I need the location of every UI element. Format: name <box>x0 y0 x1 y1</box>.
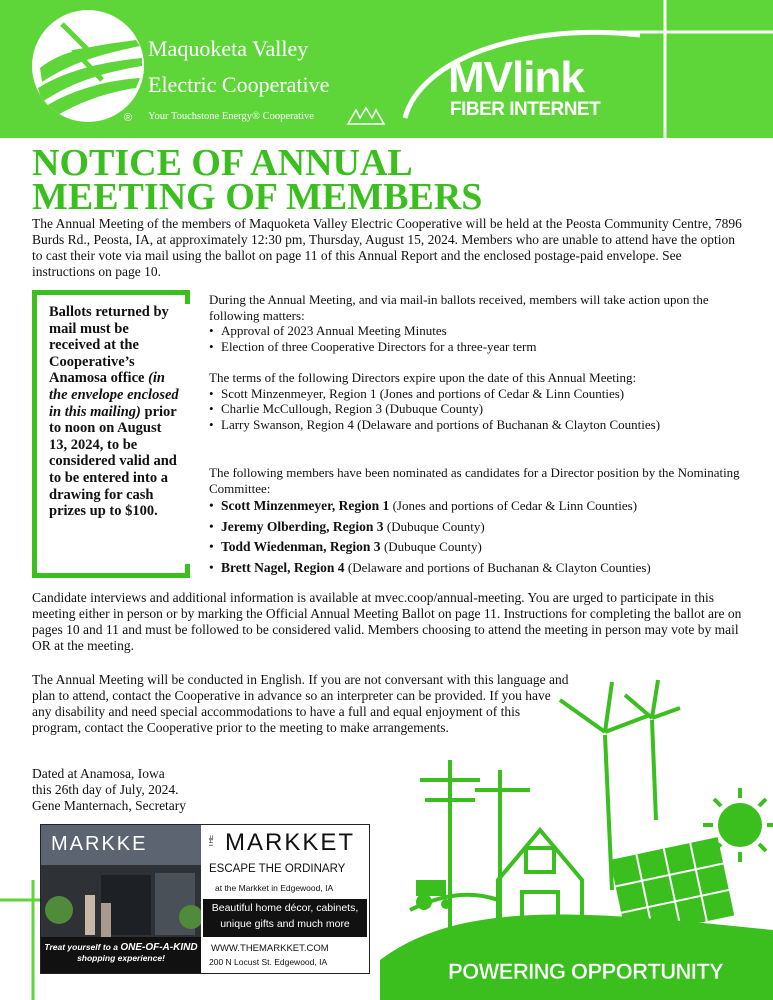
registered-mark: ® <box>124 112 133 124</box>
nominees-intro: The following members have been nominated as candidates for a Director position by the Nominating Committee: <box>209 465 740 496</box>
cooperative-logo <box>32 10 144 122</box>
candidate-info-paragraph: Candidate interviews and additional information is available at mvec.coop/annual-meeting. You are urged to participate in this meeting either in person or by marking the Official Annual Meeting Ballot on page 11. Instructions for completing the ballot are on pages 10 and 11 and must be followed to be considered valid. Members choosing to attend the meeting in person may vote by mail OR at the meeting. <box>32 590 742 653</box>
nominee-item <box>209 496 749 517</box>
ballot-deadline-callout <box>49 304 183 520</box>
callout-text-before: Ballots returned by mail must be received at the Cooperative’s Anamosa office <box>49 304 169 387</box>
expiring-list <box>209 386 749 433</box>
expiring-terms-section <box>209 370 749 432</box>
expiring-item: • Scott Minzenmeyer, Region 1 (Jones and portions of Cedar & Linn Counties) <box>209 386 749 402</box>
mvlink-logo-text: MVlink <box>448 53 584 102</box>
cta-after: shopping experience! <box>77 953 165 963</box>
callout-text-after: prior to noon on August 13, 2024, to be considered valid and to be entered into a drawing for cash prizes up to $100. <box>49 403 177 520</box>
nominee-area: (Delaware and portions of Buchanan & Clayton Counties) <box>347 559 651 575</box>
ad-brand-prefix: THE <box>209 835 215 847</box>
expiring-intro: The terms of the following Directors expire upon the date of this Annual Meeting: <box>209 370 637 385</box>
intro-paragraph: The Annual Meeting of the members of Maquoketa Valley Electric Cooperative will be held at the Peosta Community Centre, 7896 Burds Rd., Peosta, IA, at approximately 12:30 pm, Thursday, August 15, 2024. Members who are unable to attend have the option to cast their vote via mail using the ballot on page 11 of this Annual Report and the enclosed postage-paid envelope. See instructions on page 10. <box>32 216 742 279</box>
footer-slogan: POWERING OPPORTUNITY <box>448 959 724 984</box>
dated-line2: this 26th day of July, 2024. <box>32 782 179 797</box>
ad-details <box>201 825 369 973</box>
page-title <box>32 142 483 218</box>
nominee-area: (Jones and portions of Cedar & Linn Counties) <box>392 498 638 513</box>
expiring-item: • Charlie McCullough, Region 3 (Dubuque County) <box>209 401 749 417</box>
matters-list <box>209 323 749 354</box>
store-sign: MARKKE <box>51 833 148 855</box>
nominees-list <box>209 496 749 578</box>
nominee-name: Brett Nagel, Region 4 <box>221 559 345 575</box>
ad-website: WWW.THEMARKKET.COM <box>211 943 329 954</box>
matters-item: • Approval of 2023 Annual Meeting Minutes <box>209 323 749 339</box>
nominee-item <box>209 537 749 558</box>
title-line2: MEETING OF MEMBERS <box>32 176 483 218</box>
matters-item: • Election of three Cooperative Directors for a three-year term <box>209 339 749 355</box>
mvlink-subtitle: FIBER INTERNET <box>450 99 601 120</box>
ad-description-line2: unique gifts and much more <box>220 918 350 930</box>
matters-intro: During the Annual Meeting, and via mail-in ballots received, members will take action upon the following matters: <box>209 292 709 323</box>
cooperative-name-line2: Electric Cooperative <box>148 72 330 97</box>
nominee-item <box>209 517 749 538</box>
nominee-area: (Dubuque County) <box>386 518 485 534</box>
callout-text-italic: (in the envelope enclosed in this mailing) <box>49 370 179 420</box>
nominee-name: Todd Wiedenman, Region 3 <box>221 539 381 554</box>
nominees-section <box>209 465 749 578</box>
cooperative-name-line1: Maquoketa Valley <box>148 36 309 61</box>
dated-signature <box>32 766 292 814</box>
touchstone-energy-icon <box>346 106 386 126</box>
cta-bold: ONE-OF-A-KIND <box>120 942 198 953</box>
ad-location: at the Markket in Edgewood, IA <box>215 883 334 893</box>
ad-brand-name: MARKKET <box>225 829 356 856</box>
tagline: Your Touchstone Energy® Cooperative <box>148 111 314 122</box>
ad-description-line1: Beautiful home décor, cabinets, <box>211 902 359 914</box>
ad-address: 200 N Locust St. Edgewood, IA <box>209 957 328 967</box>
dated-line3: Gene Manternach, Secretary <box>32 798 187 813</box>
dated-line1: Dated at Anamosa, Iowa <box>32 766 165 781</box>
nominee-area: (Dubuque County) <box>383 539 482 554</box>
cta-before: Treat yourself to a <box>44 942 118 952</box>
markket-advertisement <box>40 824 370 974</box>
nominee-name: Jeremy Olberding, Region 3 <box>221 518 384 534</box>
store-photo <box>41 825 201 973</box>
sidebar-bracket-notch-top <box>185 290 190 304</box>
ad-headline: ESCAPE THE ORDINARY <box>209 863 346 875</box>
fields-icon <box>32 10 144 122</box>
ad-call-to-action <box>41 937 201 973</box>
expiring-item: • Larry Swanson, Region 4 (Delaware and portions of Buchanan & Clayton Counties) <box>209 417 749 433</box>
nominee-item <box>209 558 749 579</box>
nominee-name: Scott Minzenmeyer, Region 1 <box>221 498 390 513</box>
header-banner <box>0 0 773 138</box>
matters-section <box>209 292 749 354</box>
ad-description-box <box>203 899 367 937</box>
accessibility-paragraph: The Annual Meeting will be conducted in English. If you are not conversant with this language and plan to attend, contact the Cooperative in advance so an interpreter can be provided. If you have any disability and need special accommodations to have a full and equal enjoyment of this program, contact the Cooperative prior to the meeting to make arrangements. <box>32 672 569 735</box>
sidebar-bracket-notch-bottom <box>185 564 190 578</box>
title-line1: NOTICE OF ANNUAL <box>32 142 413 184</box>
